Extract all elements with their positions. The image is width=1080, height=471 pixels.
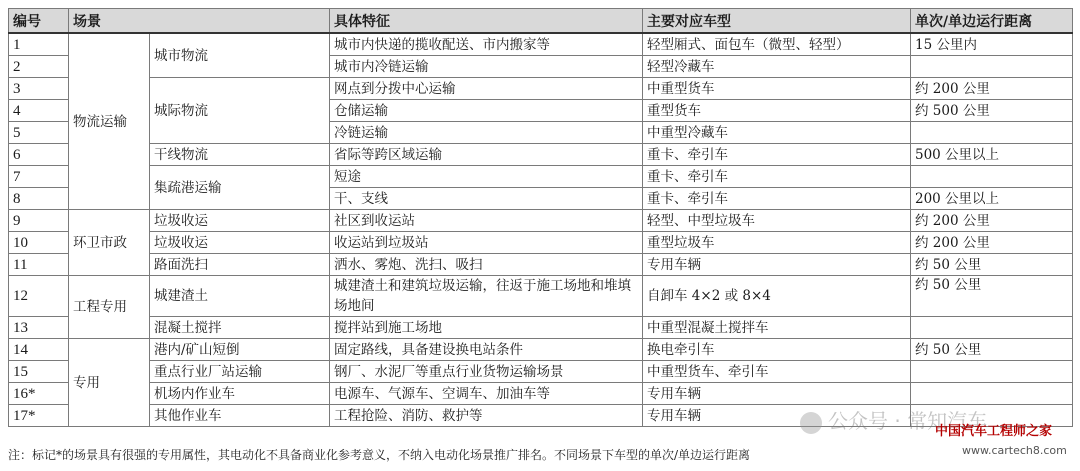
distance-cell: 约 50 公里 xyxy=(911,254,1073,276)
model-cell: 重卡、牵引车 xyxy=(643,144,911,166)
row-no: 1 xyxy=(9,33,69,56)
table-row xyxy=(9,317,1073,339)
watermark-text: 公众号 · 常知汽车 xyxy=(828,409,988,433)
distance-cell xyxy=(911,122,1073,144)
header-feature: 具体特征 xyxy=(330,9,643,34)
table-row xyxy=(9,254,1073,276)
distance-cell: 约 50 公里 xyxy=(911,339,1073,361)
sub-cell: 机场内作业车 xyxy=(150,383,330,405)
feature-cell: 电源车、气源车、空调车、加油车等 xyxy=(330,383,643,405)
distance-cell: 约 50 公里 xyxy=(911,276,1073,317)
table-row xyxy=(9,210,1073,232)
row-no: 17* xyxy=(9,405,69,427)
row-no: 10 xyxy=(9,232,69,254)
distance-cell xyxy=(911,317,1073,339)
distance-cell xyxy=(911,56,1073,78)
table-row xyxy=(9,166,1073,188)
sub-cell: 城建渣土 xyxy=(150,276,330,317)
header-scene: 场景 xyxy=(69,9,330,34)
sub-cell: 垃圾收运 xyxy=(150,232,330,254)
row-no: 2 xyxy=(9,56,69,78)
row-no: 15 xyxy=(9,361,69,383)
sub-cell: 垃圾收运 xyxy=(150,210,330,232)
feature-cell: 收运站到垃圾站 xyxy=(330,232,643,254)
sub-cell: 混凝土搅拌 xyxy=(150,317,330,339)
feature-cell: 网点到分拨中心运输 xyxy=(330,78,643,100)
feature-cell: 省际等跨区域运输 xyxy=(330,144,643,166)
header-distance: 单次/单边运行距离 xyxy=(911,9,1073,34)
site-url: www.cartech8.com xyxy=(962,444,1067,457)
table-row xyxy=(9,383,1073,405)
sub-cell: 城际物流 xyxy=(150,78,330,144)
row-no: 4 xyxy=(9,100,69,122)
model-cell: 自卸车 4×2 或 8×4 xyxy=(643,276,911,317)
row-no: 16* xyxy=(9,383,69,405)
distance-cell: 约 500 公里 xyxy=(911,100,1073,122)
model-cell: 中重型货车 xyxy=(643,78,911,100)
feature-cell: 冷链运输 xyxy=(330,122,643,144)
feature-cell: 城建渣土和建筑垃圾运输，往返于施工场地和堆填场地间 xyxy=(330,276,643,317)
sub-cell: 干线物流 xyxy=(150,144,330,166)
row-no: 7 xyxy=(9,166,69,188)
distance-cell: 500 公里以上 xyxy=(911,144,1073,166)
header-no: 编号 xyxy=(9,9,69,34)
sub-cell: 港内/矿山短倒 xyxy=(150,339,330,361)
row-no: 9 xyxy=(9,210,69,232)
table-row xyxy=(9,361,1073,383)
row-no: 13 xyxy=(9,317,69,339)
model-cell: 专用车辆 xyxy=(643,254,911,276)
group-cell: 工程专用 xyxy=(69,276,150,339)
table-row xyxy=(9,33,1073,56)
model-cell: 专用车辆 xyxy=(643,383,911,405)
table-header-row xyxy=(9,9,1073,34)
sub-cell: 其他作业车 xyxy=(150,405,330,427)
feature-cell: 搅拌站到施工场地 xyxy=(330,317,643,339)
feature-cell: 仓储运输 xyxy=(330,100,643,122)
group-cell: 环卫市政 xyxy=(69,210,150,276)
feature-cell: 短途 xyxy=(330,166,643,188)
sub-cell: 城市物流 xyxy=(150,33,330,78)
table-row xyxy=(9,339,1073,361)
distance-cell xyxy=(911,361,1073,383)
footnote: 注：标记*的场景具有很强的专用属性，其电动化不具备商业化参考意义，不纳入电动化场景推广排名。不同场景下车型的单次/单边运行距离 xyxy=(8,448,751,462)
group-cell: 专用 xyxy=(69,339,150,427)
sub-cell: 路面洗扫 xyxy=(150,254,330,276)
feature-cell: 钢厂、水泥厂等重点行业货物运输场景 xyxy=(330,361,643,383)
model-cell: 中重型货车、牵引车 xyxy=(643,361,911,383)
row-no: 8 xyxy=(9,188,69,210)
table-row xyxy=(9,144,1073,166)
row-no: 6 xyxy=(9,144,69,166)
distance-cell: 200 公里以上 xyxy=(911,188,1073,210)
model-cell: 重型货车 xyxy=(643,100,911,122)
row-no: 11 xyxy=(9,254,69,276)
model-cell: 中重型冷藏车 xyxy=(643,122,911,144)
distance-cell: 约 200 公里 xyxy=(911,78,1073,100)
table-row xyxy=(9,78,1073,100)
feature-cell: 固定路线，具备建设换电站条件 xyxy=(330,339,643,361)
model-cell: 中重型混凝土搅拌车 xyxy=(643,317,911,339)
row-no: 12 xyxy=(9,276,69,317)
brand-logo-text: 中国汽车工程师之家 xyxy=(935,424,1053,439)
model-cell: 重卡、牵引车 xyxy=(643,188,911,210)
sub-cell: 重点行业厂站运输 xyxy=(150,361,330,383)
table-row xyxy=(9,232,1073,254)
distance-cell xyxy=(911,166,1073,188)
model-cell: 轻型冷藏车 xyxy=(643,56,911,78)
group-cell: 物流运输 xyxy=(69,33,150,210)
scenario-table xyxy=(8,8,1073,427)
feature-cell: 干、支线 xyxy=(330,188,643,210)
model-cell: 轻型厢式、面包车（微型、轻型） xyxy=(643,33,911,56)
header-model: 主要对应车型 xyxy=(643,9,911,34)
feature-cell: 工程抢险、消防、救护等 xyxy=(330,405,643,427)
row-no: 5 xyxy=(9,122,69,144)
model-cell: 轻型、中型垃圾车 xyxy=(643,210,911,232)
table-container xyxy=(8,8,1072,427)
wechat-icon xyxy=(800,412,822,434)
sub-cell: 集疏港运输 xyxy=(150,166,330,210)
row-no: 3 xyxy=(9,78,69,100)
feature-cell: 社区到收运站 xyxy=(330,210,643,232)
model-cell: 专用车辆 xyxy=(643,405,911,427)
model-cell: 重卡、牵引车 xyxy=(643,166,911,188)
table-row xyxy=(9,276,1073,317)
distance-cell: 约 200 公里 xyxy=(911,210,1073,232)
distance-cell xyxy=(911,383,1073,405)
distance-cell: 15 公里内 xyxy=(911,33,1073,56)
model-cell: 换电牵引车 xyxy=(643,339,911,361)
feature-cell: 洒水、雾炮、洗扫、吸扫 xyxy=(330,254,643,276)
row-no: 14 xyxy=(9,339,69,361)
model-cell: 重型垃圾车 xyxy=(643,232,911,254)
feature-cell: 城市内快递的揽收配送、市内搬家等 xyxy=(330,33,643,56)
distance-cell: 约 200 公里 xyxy=(911,232,1073,254)
feature-cell: 城市内冷链运输 xyxy=(330,56,643,78)
